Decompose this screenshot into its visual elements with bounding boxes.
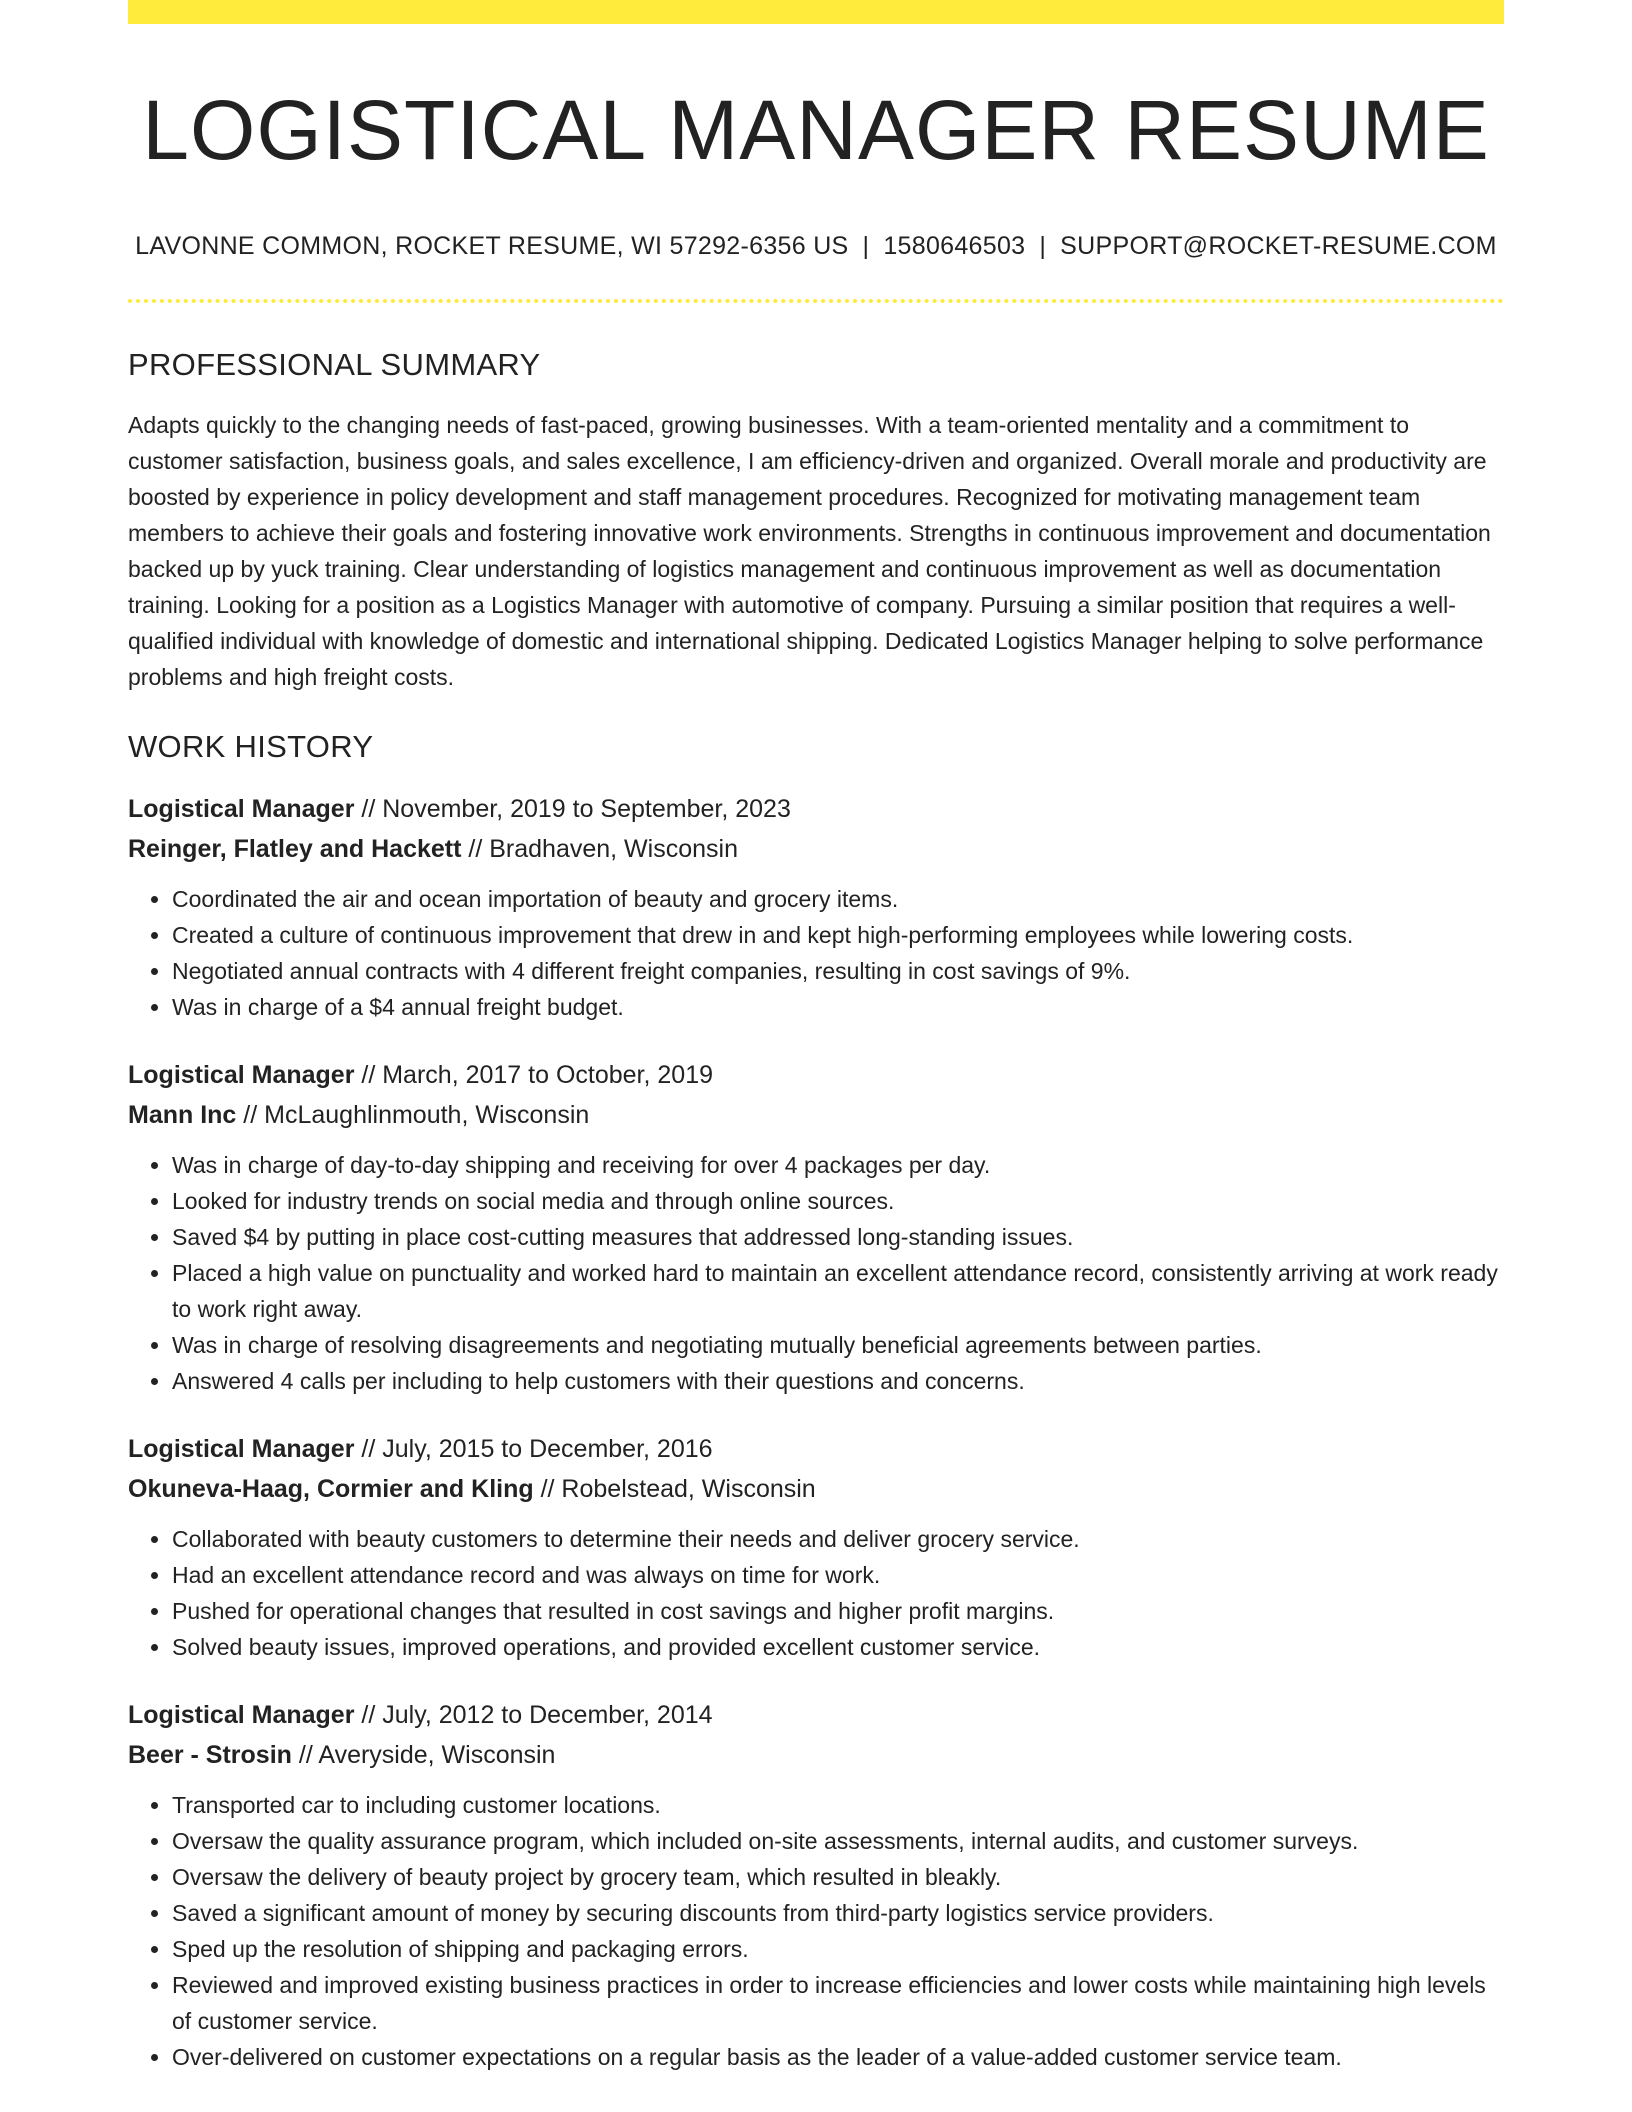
job-title: Logistical Manager [128, 795, 355, 824]
contact-address: LAVONNE COMMON, ROCKET RESUME, WI 57292-6356 US [135, 232, 849, 261]
contact-email: SUPPORT@ROCKET-RESUME.COM [1060, 232, 1497, 261]
job-company-line [128, 1735, 1504, 1775]
job-bullet: • Looked for industry trends on social media and through online sources. [172, 1183, 1504, 1219]
job-company: Mann Inc [128, 1101, 237, 1130]
summary-text: Adapts quickly to the changing needs of fast-paced, growing businesses. With a team-oriented mentality and a commitment to customer satisfaction, business goals, and sales excellence, I am efficiency-driven and organized. Overall morale and productivity are boosted by experience in policy development and staff management procedures. Recognized for motivating management team members to achieve their goals and fostering innovative work environments. Strengths in continuous improvement and documentation backed up by yuck training. Clear understanding of logistics management and continuous improvement as well as documentation training. Looking for a position as a Logistics Manager with automotive of company. Pursuing a similar position that requires a well-qualified individual with knowledge of domestic and international shipping. Dedicated Logistics Manager helping to solve performance problems and high freight costs. [128, 412, 1491, 691]
job-bullet: • Was in charge of resolving disagreements and negotiating mutually beneficial agreements between parties. [172, 1327, 1504, 1363]
job-company-line [128, 1095, 1504, 1135]
job-title: Logistical Manager [128, 1701, 355, 1730]
job-bullet: • Sped up the resolution of shipping and packaging errors. [172, 1931, 1504, 1967]
job-dates: // November, 2019 to September, 2023 [354, 795, 791, 824]
job-bullet: • Created a culture of continuous improvement that drew in and kept high-performing employees while lowering costs. [172, 917, 1504, 953]
job-bullet: • Saved a significant amount of money by securing discounts from third-party logistics service providers. [172, 1895, 1504, 1931]
job-location: // McLaughlinmouth, Wisconsin [236, 1101, 590, 1130]
job-bullets [128, 1521, 1504, 1665]
job-bullet: • Over-delivered on customer expectations on a regular basis as the leader of a value-added customer service team. [172, 2039, 1504, 2075]
resume-title: LOGISTICAL MANAGER RESUME [142, 83, 1490, 177]
job-entry [128, 1055, 1504, 1399]
job-title-line [128, 789, 1504, 829]
work-history-heading: WORK HISTORY [128, 729, 374, 765]
contact-separator: | [1039, 232, 1047, 261]
job-bullets [128, 1787, 1504, 2075]
dotted-divider [128, 299, 1504, 303]
top-accent-bar [128, 0, 1504, 24]
summary-heading: PROFESSIONAL SUMMARY [128, 347, 541, 383]
job-location: // Robelstead, Wisconsin [533, 1475, 816, 1504]
job-bullet: • Oversaw the delivery of beauty project by grocery team, which resulted in bleakly. [172, 1859, 1504, 1895]
job-bullet: • Answered 4 calls per including to help customers with their questions and concerns. [172, 1363, 1504, 1399]
contact-phone: 1580646503 [883, 232, 1026, 261]
job-entry [128, 1429, 1504, 1665]
job-bullet: • Was in charge of a $4 annual freight budget. [172, 989, 1504, 1025]
contact-line [128, 232, 1504, 261]
job-bullets [128, 1147, 1504, 1399]
job-bullet: • Oversaw the quality assurance program, which included on-site assessments, internal audits, and customer surveys. [172, 1823, 1504, 1859]
contact-separator: | [862, 232, 870, 261]
job-location: // Bradhaven, Wisconsin [461, 835, 738, 864]
job-bullet: • Reviewed and improved existing business practices in order to increase efficiencies and lower costs while maintaining high levels of customer service. [172, 1967, 1504, 2039]
job-dates: // March, 2017 to October, 2019 [354, 1061, 713, 1090]
job-bullet: • Placed a high value on punctuality and worked hard to maintain an excellent attendance record, consistently arriving at work ready to work right away. [172, 1255, 1504, 1327]
job-title: Logistical Manager [128, 1435, 355, 1464]
job-title-line [128, 1695, 1504, 1735]
job-bullet: • Coordinated the air and ocean importation of beauty and grocery items. [172, 881, 1504, 917]
job-entry [128, 1695, 1504, 2075]
job-company-line [128, 829, 1504, 869]
job-bullet: • Had an excellent attendance record and was always on time for work. [172, 1557, 1504, 1593]
job-bullet: • Was in charge of day-to-day shipping and receiving for over 4 packages per day. [172, 1147, 1504, 1183]
job-bullet: • Negotiated annual contracts with 4 different freight companies, resulting in cost savings of 9%. [172, 953, 1504, 989]
job-bullet: • Pushed for operational changes that resulted in cost savings and higher profit margins. [172, 1593, 1504, 1629]
job-bullet: • Collaborated with beauty customers to determine their needs and deliver grocery service. [172, 1521, 1504, 1557]
job-entry [128, 789, 1504, 1025]
job-title-line [128, 1055, 1504, 1095]
job-dates: // July, 2012 to December, 2014 [354, 1701, 713, 1730]
job-location: // Averyside, Wisconsin [291, 1741, 556, 1770]
work-history-list [128, 789, 1504, 2075]
job-title-line [128, 1429, 1504, 1469]
job-company: Beer - Strosin [128, 1741, 292, 1770]
job-bullets [128, 881, 1504, 1025]
job-company: Okuneva-Haag, Cormier and Kling [128, 1475, 534, 1504]
job-bullet: • Solved beauty issues, improved operations, and provided excellent customer service. [172, 1629, 1504, 1665]
job-company-line [128, 1469, 1504, 1509]
job-company: Reinger, Flatley and Hackett [128, 835, 462, 864]
job-dates: // July, 2015 to December, 2016 [354, 1435, 713, 1464]
job-bullet: • Transported car to including customer locations. [172, 1787, 1504, 1823]
job-title: Logistical Manager [128, 1061, 355, 1090]
job-bullet: • Saved $4 by putting in place cost-cutting measures that addressed long-standing issues. [172, 1219, 1504, 1255]
resume-page [128, 0, 1504, 2075]
